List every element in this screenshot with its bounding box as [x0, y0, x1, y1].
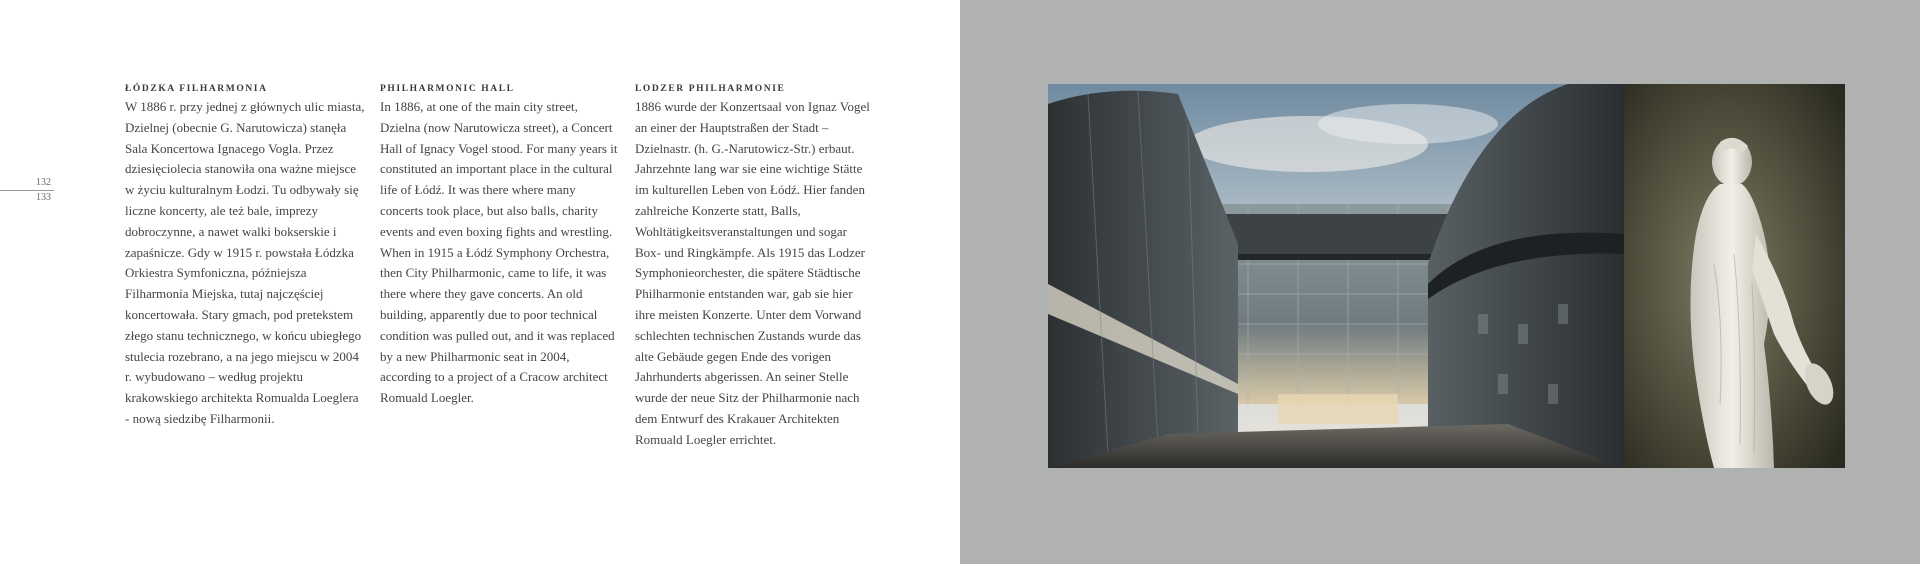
english-body: In 1886, at one of the main city street, Dzielna (now Narutowicza street), a Concert Hall of Ignacy Vogel stood. For many years it constituted an important place in the cultural life of Łódź. It was there where many concerts took place, but also balls, charity events and even boxing fights and wrestling. When in 1915 a Łódź Symphony Orchestra, then City Philharmonic, came to life, it was there where they gave concerts. An old building, apparently due to poor technical condition was pulled out, and it was replaced by a new Philharmonic seat in 2004, according to a project of a Cracow architect Romuald Loegler.	[380, 99, 618, 406]
english-text-column	[380, 84, 620, 409]
german-text-column	[635, 84, 875, 451]
philharmonic-building-courtyard-photo	[1048, 84, 1624, 468]
page-number-divider	[0, 190, 54, 191]
german-body: 1886 wurde der Konzertsaal von Ignaz Vogel an einer der Hauptstraßen der Stadt – Dzielnastr. (h. G.-Narutowicz-Str.) erbaut. Jahrzehnte lang war sie eine wichtige Stätte im kulturellen Leben von Łódź. Hier fanden zahlreiche Konzerte statt, Balls, Wohltätigkeitsveranstaltungen und sogar Box- und Ringkämpfe. Als 1915 das Lodzer Symphonieorchester, die spätere Städtische Philharmonie entstanden war, gab sie hier ihre meisten Konzerte. Unter dem Vorwand schlechten technischen Zustands wurde das alte Gebäude gegen Ende des vorigen Jahrhunderts abgerissen. An seiner Stelle wurde der neue Sitz der Philharmonie nach dem Entwurf des Krakauer Architekten Romuald Loegler errichtet.	[635, 99, 870, 447]
page-number-left: 132	[36, 177, 51, 188]
polish-text-column	[125, 84, 365, 430]
german-heading: LODZER PHILHARMONIE	[635, 84, 786, 94]
polish-heading: ŁÓDZKA FILHARMONIA	[125, 84, 268, 94]
statue-sculpture-photo	[1624, 84, 1845, 468]
page-number-right: 133	[36, 192, 51, 203]
polish-body: W 1886 r. przy jednej z głównych ulic miasta, Dzielnej (obecnie G. Narutowicza) stanęła Sala Koncertowa Ignacego Vogla. Przez dziesięciolecia stanowiła ona ważne miejsce w życiu kulturalnym Łodzi. Tu odbywały się liczne koncerty, ale też bale, imprezy dobroczynne, a nawet walki bokserskie i zapaśnicze. Gdy w 1915 r. powstała Łódzka Orkiestra Symfoniczna, późniejsza Filharmonia Miejska, tutaj najczęściej koncertowała. Stary gmach, pod pretekstem złego stanu technicznego, w końcu ubiegłego stulecia rozebrano, a na jego miejscu w 2004 r. wybudowano – według projektu krakowskiego architekta Romualda Loeglera - nową siedzibę Filharmonii.	[125, 99, 365, 426]
english-heading: PHILHARMONIC HALL	[380, 84, 515, 94]
